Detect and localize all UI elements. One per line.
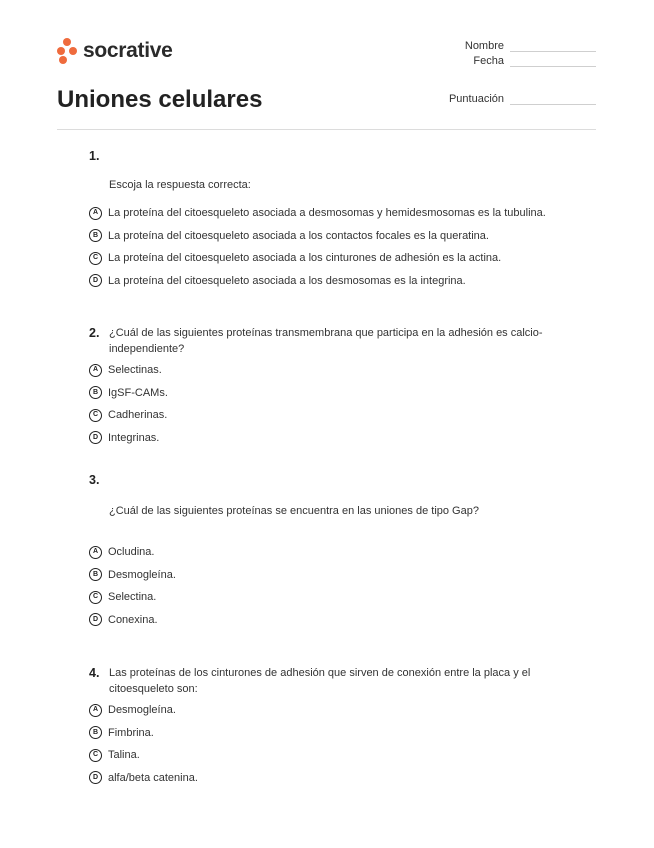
page-title: Uniones celulares xyxy=(57,86,263,113)
option-text: Selectina. xyxy=(108,591,157,604)
option-text: Talina. xyxy=(108,749,140,762)
option-letter-icon: B xyxy=(89,229,102,242)
option-text: La proteína del citoesqueleto asociada a los cinturones de adhesión es la actina. xyxy=(108,252,502,265)
name-label: Nombre xyxy=(464,40,504,52)
option-a xyxy=(89,202,569,225)
option-text: Integrinas. xyxy=(108,431,160,444)
question-number: 3. xyxy=(89,473,100,487)
option-c xyxy=(89,586,569,609)
score-label: Puntuación xyxy=(448,93,504,105)
question-number: 1. xyxy=(89,149,100,163)
option-text: Cadherinas. xyxy=(108,409,168,422)
option-text: Desmogleína. xyxy=(108,704,176,717)
option-text: La proteína del citoesqueleto asociada a desmosomas y hemidesmosomas es la tubulina. xyxy=(108,207,546,220)
option-letter-icon: B xyxy=(89,568,102,581)
option-text: Selectinas. xyxy=(108,364,162,377)
option-letter-icon: D xyxy=(89,613,102,626)
option-letter-icon: A xyxy=(89,546,102,559)
header-divider xyxy=(57,129,596,130)
option-text: Desmogleína. xyxy=(108,568,176,581)
option-letter-icon: D xyxy=(89,431,102,444)
date-field xyxy=(473,55,596,67)
question-number: 4. xyxy=(89,666,100,680)
option-c xyxy=(89,247,569,270)
question-4 xyxy=(89,665,569,789)
option-text: alfa/beta catenina. xyxy=(108,771,198,784)
option-list xyxy=(89,359,569,449)
option-letter-icon: B xyxy=(89,386,102,399)
option-text: La proteína del citoesqueleto asociada a los contactos focales es la queratina. xyxy=(108,229,489,242)
option-a xyxy=(89,541,569,564)
option-text: Conexina. xyxy=(108,613,158,626)
option-letter-icon: D xyxy=(89,274,102,287)
option-a xyxy=(89,359,569,382)
option-text: IgSF-CAMs. xyxy=(108,386,168,399)
option-list xyxy=(89,541,569,631)
question-2 xyxy=(89,325,569,449)
option-d xyxy=(89,270,569,293)
date-line xyxy=(510,56,596,67)
question-text: Las proteínas de los cinturones de adhesión que sirven de conexión entre la placa y el citoesqueleto son: xyxy=(109,667,531,695)
option-b xyxy=(89,564,569,587)
name-field xyxy=(465,40,596,52)
name-line xyxy=(510,41,596,52)
option-letter-icon: A xyxy=(89,704,102,717)
option-text: Ocludina. xyxy=(108,546,155,559)
option-d xyxy=(89,427,569,450)
question-text: ¿Cuál de las siguientes proteínas se encuentra en las uniones de tipo Gap? xyxy=(109,505,479,517)
option-d xyxy=(89,767,569,790)
option-letter-icon: A xyxy=(89,364,102,377)
option-b xyxy=(89,722,569,745)
option-b xyxy=(89,225,569,248)
option-list xyxy=(89,202,569,292)
option-a xyxy=(89,699,569,722)
socrative-logo xyxy=(57,38,173,64)
option-letter-icon: A xyxy=(89,207,102,220)
question-3 xyxy=(89,472,569,631)
option-text: La proteína del citoesqueleto asociada a los desmosomas es la integrina. xyxy=(108,274,466,287)
option-text: Fimbrina. xyxy=(108,726,154,739)
socrative-logo-icon xyxy=(57,38,78,64)
option-b xyxy=(89,382,569,405)
date-label: Fecha xyxy=(473,55,504,67)
question-number: 2. xyxy=(89,326,100,340)
option-c xyxy=(89,744,569,767)
option-d xyxy=(89,609,569,632)
option-c xyxy=(89,404,569,427)
option-list xyxy=(89,699,569,789)
option-letter-icon: C xyxy=(89,749,102,762)
option-letter-icon: B xyxy=(89,726,102,739)
score-line xyxy=(510,94,596,105)
brand-name: socrative xyxy=(83,39,173,62)
score-field xyxy=(449,93,596,105)
option-letter-icon: C xyxy=(89,409,102,422)
option-letter-icon: C xyxy=(89,591,102,604)
question-text: Escoja la respuesta correcta: xyxy=(109,179,251,191)
question-1 xyxy=(89,148,569,292)
question-text: ¿Cuál de las siguientes proteínas transmembrana que participa en la adhesión es calcio-independiente? xyxy=(109,327,543,355)
option-letter-icon: D xyxy=(89,771,102,784)
option-letter-icon: C xyxy=(89,252,102,265)
